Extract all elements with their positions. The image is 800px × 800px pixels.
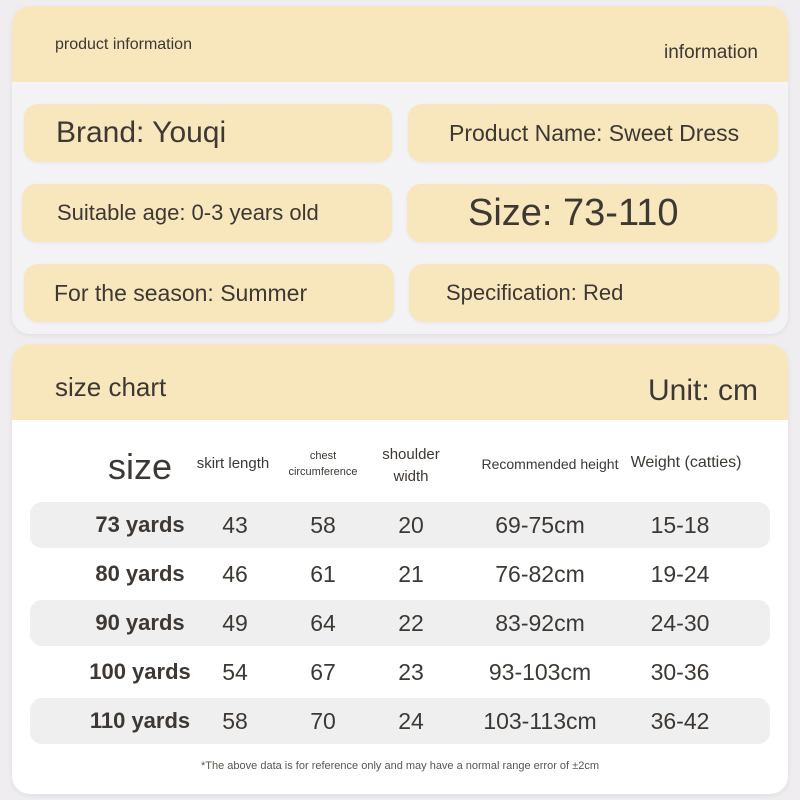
unit-label: Unit: cm [647, 374, 758, 407]
size-chart-header [12, 344, 788, 420]
table-row [30, 698, 770, 744]
cell-shoulder: 24 [398, 708, 424, 734]
size-range-card [407, 184, 777, 242]
table-row [30, 600, 770, 646]
cell-height: 69-75cm [495, 512, 585, 538]
product-information-panel [12, 6, 788, 334]
size-range-text: Size: 73-110 [468, 191, 679, 234]
cell-size: 100 yards [89, 659, 191, 684]
cell-chest: 70 [310, 708, 336, 734]
disclaimer-footnote: *The above data is for reference only and may have a normal range error of ±2cm [201, 760, 599, 772]
table-row [30, 649, 770, 695]
cell-skirt-length: 54 [222, 659, 248, 685]
suitable-age-card [22, 184, 392, 242]
col-header-weight: Weight (catties) [630, 454, 742, 471]
table-row [30, 551, 770, 597]
cell-skirt-length: 43 [222, 512, 248, 538]
cell-size: 90 yards [95, 610, 185, 635]
cell-chest: 64 [310, 610, 336, 636]
size-chart-title: size chart [55, 372, 167, 402]
cell-shoulder: 20 [398, 512, 424, 538]
season-text: For the season: Summer [54, 279, 308, 306]
product-name-card [408, 104, 778, 162]
cell-shoulder: 23 [398, 659, 424, 685]
cell-height: 76-82cm [495, 561, 585, 587]
cell-weight: 36-42 [650, 708, 710, 734]
cell-skirt-length: 46 [222, 561, 248, 587]
brand-card [24, 104, 392, 162]
brand-text: Brand: Youqi [56, 116, 227, 149]
cell-size: 80 yards [95, 561, 185, 586]
cell-weight: 15-18 [650, 512, 710, 538]
cell-weight: 24-30 [650, 610, 710, 636]
specification-card [409, 264, 779, 322]
cell-size: 73 yards [95, 512, 185, 537]
specification-text: Specification: Red [446, 280, 624, 305]
cell-weight: 30-36 [650, 659, 710, 685]
table-row [30, 502, 770, 548]
information-label: information [664, 42, 758, 63]
product-information-header [12, 6, 788, 82]
cell-skirt-length: 58 [222, 708, 248, 734]
cell-skirt-length: 49 [222, 610, 248, 636]
cell-shoulder: 21 [398, 561, 424, 587]
season-card [24, 264, 394, 322]
product-name-text: Product Name: Sweet Dress [449, 119, 740, 146]
cell-height: 83-92cm [495, 610, 585, 636]
cell-weight: 19-24 [650, 561, 710, 587]
suitable-age-text: Suitable age: 0-3 years old [57, 200, 319, 225]
size-chart-panel [12, 344, 788, 794]
col-header-recommended-height: Recommended height [481, 456, 619, 472]
col-header-size: size [107, 446, 173, 487]
col-header-chest-circumference: chest circumference [288, 450, 358, 478]
cell-chest: 58 [310, 512, 336, 538]
cell-height: 103-113cm [483, 708, 597, 734]
cell-shoulder: 22 [398, 610, 424, 636]
col-header-shoulder-width: shoulder width [382, 446, 440, 485]
product-information-title: product information [55, 36, 192, 53]
cell-size: 110 yards [89, 708, 191, 733]
size-table-header [30, 432, 770, 502]
cell-height: 93-103cm [488, 659, 592, 685]
cell-chest: 67 [310, 659, 336, 685]
cell-chest: 61 [310, 561, 336, 587]
col-header-skirt-length: skirt length [196, 455, 270, 472]
